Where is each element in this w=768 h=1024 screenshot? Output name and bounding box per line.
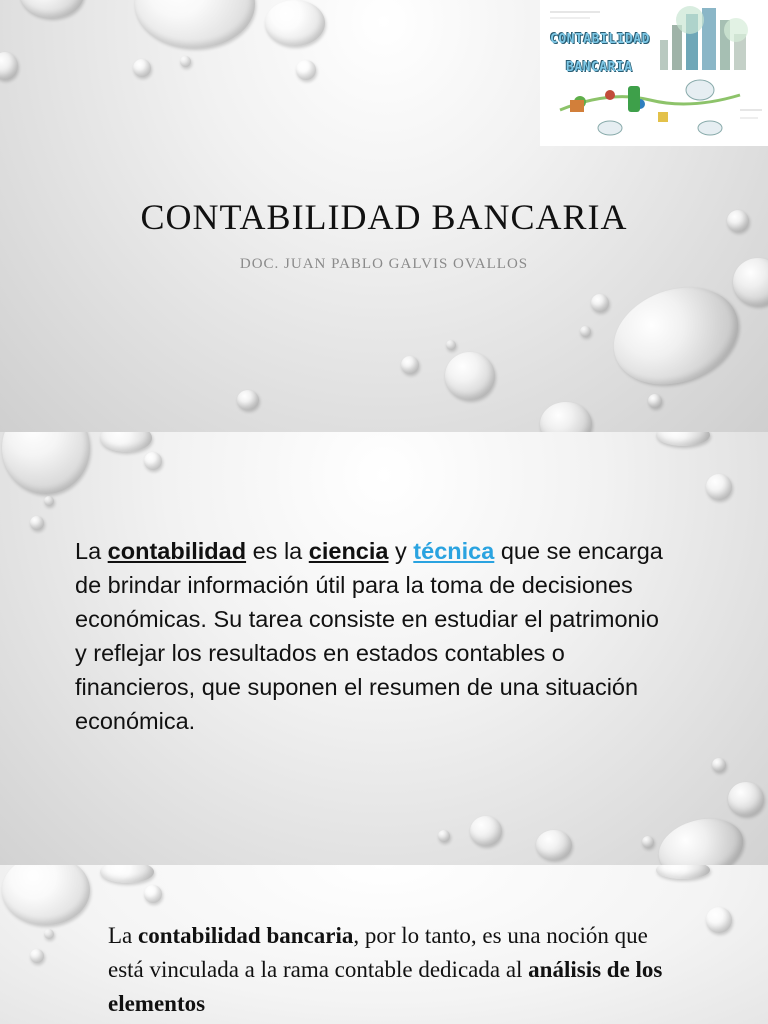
slide-banking-accounting bbox=[0, 865, 768, 1024]
water-drop-decoration bbox=[652, 810, 750, 865]
water-drop-decoration bbox=[656, 865, 710, 879]
water-drop-decoration bbox=[2, 432, 90, 494]
water-drop-decoration bbox=[296, 60, 316, 80]
illustration-title-line1: CONTABILIDAD bbox=[550, 32, 650, 47]
keyword-contabilidad-bancaria: contabilidad bancaria bbox=[138, 923, 354, 948]
text-run: La bbox=[75, 538, 108, 564]
water-drop-decoration bbox=[133, 59, 151, 77]
water-drop-decoration bbox=[706, 474, 732, 500]
water-drop-decoration bbox=[600, 271, 752, 401]
water-drop-decoration bbox=[144, 452, 162, 470]
water-drop-decoration bbox=[540, 402, 592, 432]
water-drop-decoration bbox=[706, 907, 732, 933]
water-drop-decoration bbox=[44, 496, 54, 506]
contabilidad-bancaria-illustration bbox=[540, 0, 768, 146]
illustration-title-line2: BANCARIA bbox=[566, 60, 633, 75]
water-drop-decoration bbox=[445, 352, 495, 400]
text-run: que se encarga de brindar información útil para la toma de decisiones económicas. Su tarea consiste en estudiar el patrimonio y reflejar los resultados en estados contables o financieros, que suponen el resumen de una situación económica. bbox=[75, 538, 663, 734]
text-run: , por lo tanto, es una noción que está vinculada a la rama contable dedicada al bbox=[108, 923, 648, 982]
water-drop-decoration bbox=[30, 949, 44, 963]
presentation-title: CONTABILIDAD BANCARIA bbox=[140, 197, 628, 237]
text-run: es la bbox=[246, 538, 309, 564]
water-drop-decoration bbox=[728, 782, 764, 816]
slide-title bbox=[0, 0, 768, 432]
water-drop-decoration bbox=[100, 865, 154, 883]
water-drop-decoration bbox=[265, 0, 325, 46]
text-run: La bbox=[108, 923, 139, 948]
keyword-contabilidad: contabilidad bbox=[107, 538, 247, 564]
water-drop-decoration bbox=[44, 929, 54, 939]
water-drop-decoration bbox=[536, 830, 572, 860]
water-drop-decoration bbox=[642, 836, 654, 848]
slide-definition bbox=[0, 432, 768, 865]
water-drop-decoration bbox=[144, 885, 162, 903]
water-drop-decoration bbox=[180, 56, 191, 67]
water-drop-decoration bbox=[401, 356, 419, 374]
water-drop-decoration bbox=[20, 0, 84, 18]
keyword-analisis-elementos: análisis de los elementos bbox=[108, 957, 663, 1016]
water-drop-decoration bbox=[470, 816, 502, 846]
water-drop-decoration bbox=[446, 340, 456, 350]
water-drop-decoration bbox=[0, 52, 18, 80]
water-drop-decoration bbox=[135, 0, 255, 48]
banking-accounting-paragraph bbox=[108, 919, 668, 1021]
water-drop-decoration bbox=[648, 394, 662, 408]
water-drop-decoration bbox=[580, 326, 591, 337]
water-drop-decoration bbox=[656, 432, 710, 446]
presentation-author: DOC. JUAN PABLO GALVIS OVALLOS bbox=[239, 256, 529, 272]
text-run: y bbox=[388, 538, 414, 564]
water-drop-decoration bbox=[438, 830, 450, 842]
water-drop-decoration bbox=[2, 865, 90, 925]
water-drop-decoration bbox=[712, 758, 726, 772]
water-drop-decoration bbox=[591, 294, 609, 312]
definition-paragraph bbox=[75, 534, 675, 738]
link-tecnica[interactable]: técnica bbox=[413, 538, 495, 564]
water-drop-decoration bbox=[237, 390, 259, 410]
keyword-ciencia[interactable]: ciencia bbox=[308, 538, 389, 564]
water-drop-decoration bbox=[100, 432, 152, 452]
water-drop-decoration bbox=[30, 516, 44, 530]
